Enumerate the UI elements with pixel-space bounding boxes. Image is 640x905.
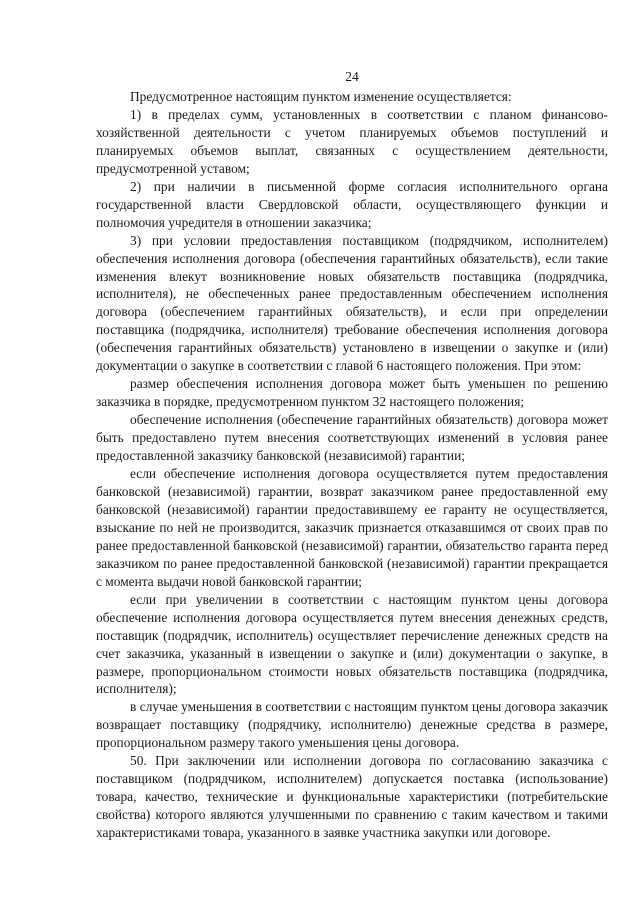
paragraph-security-reduction: размер обеспечения исполнения договора может быть уменьшен по решению заказчика в порядке, предусмотренном пунктом 32 настоящего положения; — [96, 376, 608, 410]
paragraph-item-2: 2) при наличии в письменной форме согласия исполнительного органа государственной власти Свердловской области, осуществляющего функции и полномочия учредителя в отношении заказчика; — [96, 178, 608, 230]
paragraph-item-3: 3) при условии предоставления поставщиком (подрядчиком, исполнителем) обеспечения исполнения договора (обеспечения гарантийных обязательств), если такие изменения влекут возникновение новых обязательств поставщика (подрядчика, исполнителя), не обеспеченных ранее предоставленным обеспечением исполнения договора (обеспечением гарантийных обязательств), и если при определении поставщика (подрядчика, исполнителя) требование обеспечения исполнения договора (обеспечения гарантийных обязательств) установлено в извещении о закупке и (или) документации о закупке в соответствии с главой 6 настоящего положения. При этом: — [96, 232, 608, 374]
paragraph-guarantee-return: если обеспечение исполнения договора осуществляется путем предоставления банковской (независимой) гарантии, возврат заказчиком ранее предоставленной ему банковской (независимой) гарантии предоставившему ее гаранту не осуществляется, взыскание по ней не производится, заказчик признается отказавшимся от своих прав по ранее предоставленной банковской (независимой) гарантии, обязательство гаранта перед заказчиком по ранее предоставленной банковской (независимой) гарантии прекращается с момента выдачи новой банковской гарантии; — [96, 466, 608, 589]
paragraph-item-1: 1) в пределах сумм, установленных в соответствии с планом финансово-хозяйственной деятельности с учетом планируемых объемов поступлений и планируемых объемов выплат, связанных с осуществлением деятельности, предусмотренной уставом; — [96, 106, 608, 176]
paragraph-intro: Предусмотренное настоящим пунктом изменение осуществляется: — [130, 89, 512, 104]
paragraph-clause-50: 50. При заключении или исполнении договора по согласованию заказчика с поставщиком (подрядчиком, исполнителем) допускается поставка (использование) товара, качество, технические и функциональные характеристики (потребительские свойства) которого являются улучшенными по сравнению с таким качеством и такими характеристиками товара, указанного в заявке участника закупки или договоре. — [96, 753, 608, 841]
paragraph-price-increase: если при увеличении в соответствии с настоящим пунктом цены договора обеспечение исполнения договора осуществляется путем внесения денежных средств, поставщик (подрядчик, исполнитель) осуществляет перечисление денежных средств на счет заказчика, указанный в извещении о закупке и (или) документации о закупке, в размере, пропорциональном стоимости новых обязательств поставщика (подрядчика, исполнителя); — [96, 591, 608, 697]
document-page — [96, 68, 608, 842]
paragraph-guarantee-amendment: обеспечение исполнения (обеспечение гарантийных обязательств) договора может быть предоставлено путем внесения соответствующих изменений в условия ранее предоставленной заказчику банковской (независимой) гарантии; — [96, 412, 608, 464]
page-number: 24 — [345, 69, 359, 84]
paragraph-price-decrease: в случае уменьшения в соответствии с настоящим пунктом цены договора заказчик возвращает поставщику (подрядчику, исполнителю) денежные средства в размере, пропорциональном размеру такого уменьшения цены договора. — [96, 699, 608, 751]
